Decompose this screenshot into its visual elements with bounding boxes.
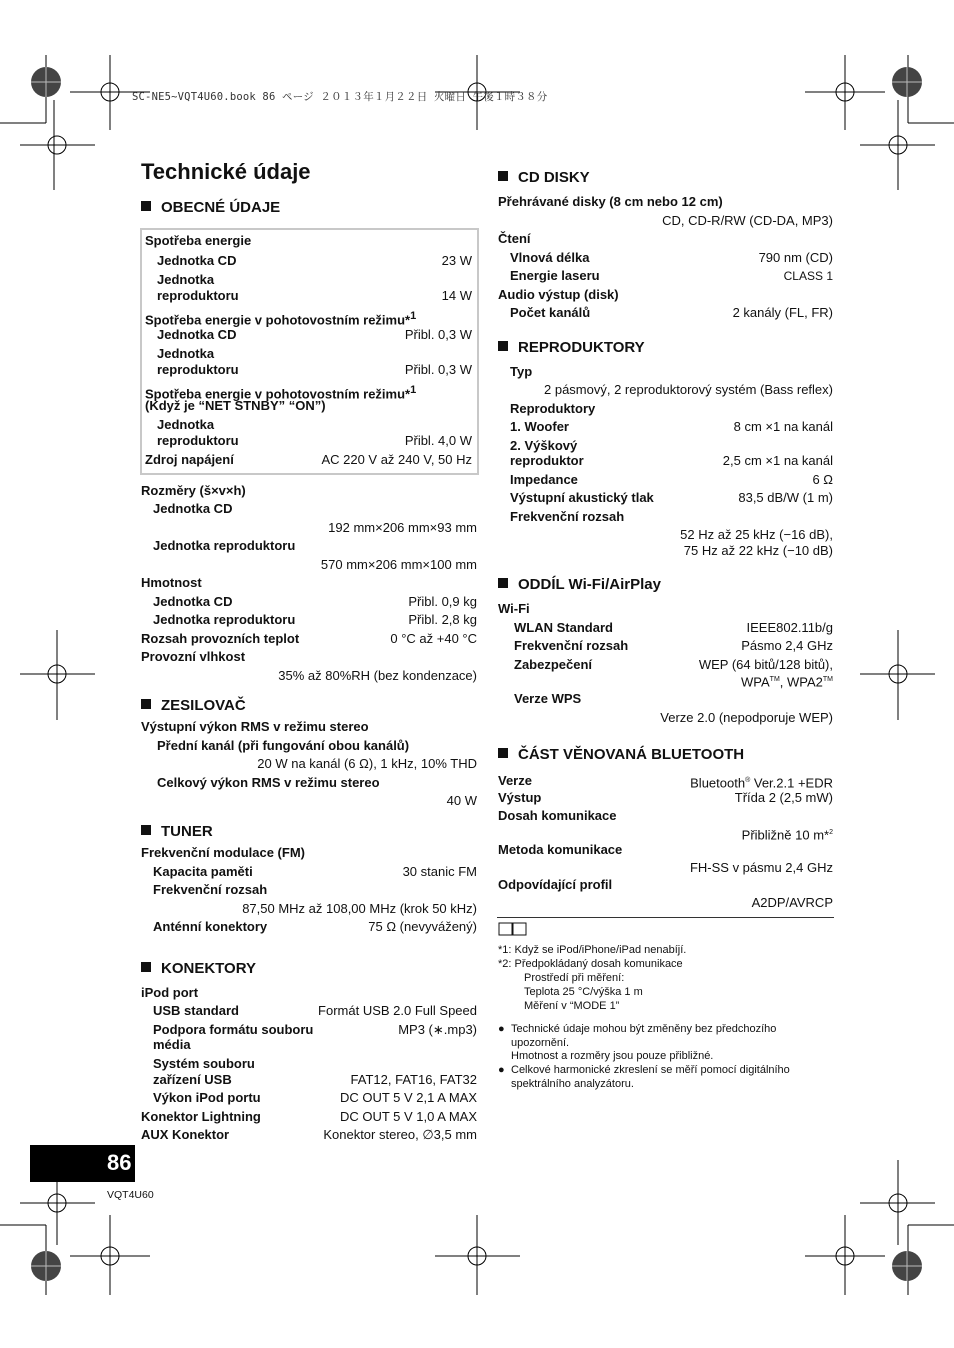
footnote-1: *1: Když se iPod/iPhone/iPad nenabíjí. — [498, 944, 687, 956]
spec-label: Energie laseru — [510, 268, 600, 283]
spec-value: 6 Ω — [812, 472, 833, 487]
bullet-note: spektrálního analyzátoru. — [511, 1078, 634, 1090]
bullet-note: Celkové harmonické zkreslení se měří pomocí digitálního — [511, 1064, 790, 1076]
spec-label: Verze WPS — [514, 691, 582, 706]
document-code: VQT4U60 — [107, 1189, 154, 1201]
spec-value: DC OUT 5 V 2,1 A MAX — [339, 1090, 477, 1105]
section-heading-bluetooth: ČÁST VĚNOVANÁ BLUETOOTH — [498, 746, 744, 763]
spec-label: Spotřeba energie — [145, 233, 252, 248]
spec-label: Metoda komunikace — [498, 842, 623, 857]
spec-value: Třída 2 (2,5 mW) — [734, 790, 833, 805]
spec-value: WEP (64 bitů/128 bitů), — [698, 657, 833, 672]
spec-label: Hmotnost — [141, 575, 202, 590]
spec-label: Jednotka reproduktoru — [153, 612, 296, 627]
bullet-note: Technické údaje mohou být změněny bez předchozího — [511, 1023, 777, 1035]
spec-value: Přibl. 4,0 W — [404, 433, 472, 448]
spec-label: Jednotka CD — [157, 327, 237, 342]
spec-value: 83,5 dB/W (1 m) — [738, 490, 833, 505]
spec-value: 30 stanic FM — [402, 864, 477, 879]
spec-value: Konektor stereo, ∅3,5 mm — [323, 1127, 477, 1142]
spec-value: 2,5 cm ×1 na kanál — [722, 453, 833, 468]
spec-value: IEEE802.11b/g — [746, 620, 833, 635]
spec-value: FH-SS v pásmu 2,4 GHz — [689, 860, 833, 875]
spec-value: Formát USB 2.0 Full Speed — [318, 1003, 477, 1018]
spec-value: Přibl. 0,9 kg — [408, 594, 477, 609]
spec-value: 2 pásmový, 2 reproduktorový systém (Bass reflex) — [544, 382, 833, 397]
spec-label: iPod port — [141, 985, 199, 1000]
section-heading-wifi: ODDÍL Wi-Fi/AirPlay — [498, 576, 661, 593]
spec-label: Jednotka reproduktoru — [153, 538, 296, 553]
spec-label: Frekvenční modulace (FM) — [141, 845, 305, 860]
spec-label: USB standard — [153, 1003, 239, 1018]
spec-value: 87,50 MHz až 108,00 MHz (krok 50 kHz) — [242, 901, 477, 916]
section-heading-obecne: OBECNÉ ÚDAJE — [141, 199, 280, 216]
spec-label: Reproduktory — [510, 401, 596, 416]
spec-label: Zabezpečení — [514, 657, 593, 672]
spec-label: Konektor Lightning — [141, 1109, 261, 1124]
spec-label: Jednotka CD — [153, 594, 233, 609]
memo-book-icon — [498, 922, 528, 936]
spec-value: 790 nm (CD) — [758, 250, 833, 265]
spec-label: zařízení USB — [153, 1072, 232, 1087]
spec-value: DC OUT 5 V 1,0 A MAX — [339, 1109, 477, 1124]
spec-value: Verze 2.0 (nepodporuje WEP) — [660, 710, 833, 725]
spec-label: 2. Výškový — [510, 438, 578, 453]
spec-label: (Když je “NET STNBY” “ON”) — [145, 398, 326, 413]
spec-label: Počet kanálů — [510, 305, 591, 320]
spec-label: Jednotka — [157, 272, 215, 287]
spec-value: 2 kanály (FL, FR) — [732, 305, 833, 320]
spec-label: Přehrávané disky (8 cm nebo 12 cm) — [498, 194, 723, 209]
spec-label: Frekvenční rozsah — [514, 638, 629, 653]
spec-label: 1. Woofer — [510, 419, 569, 434]
spec-label: Frekvenční rozsah — [153, 882, 268, 897]
footnote-2-detail: Teplota 25 °C/výška 1 m — [524, 986, 643, 998]
spec-label: AUX Konektor — [141, 1127, 230, 1142]
spec-label: Zdroj napájení — [145, 452, 234, 467]
bullet-note: upozornění. — [511, 1037, 570, 1049]
spec-label: reproduktor — [510, 453, 584, 468]
spec-label: Výstupní akustický tlak — [510, 490, 654, 505]
spec-label: Jednotka CD — [153, 501, 233, 516]
spec-value: 14 W — [441, 288, 472, 303]
spec-label: Spotřeba energie v pohotovostním režimu*$^1$ — [145, 310, 417, 328]
spec-label: reproduktoru — [157, 362, 239, 377]
spec-label: reproduktoru — [157, 433, 239, 448]
spec-value: 0 °C až +40 °C — [390, 631, 477, 646]
footnote-2-detail: Prostředí při měření: — [524, 972, 625, 984]
square-bullet-icon — [141, 201, 151, 211]
spec-label: Jednotka — [157, 417, 215, 432]
square-bullet-icon — [141, 962, 151, 972]
spec-label: Dosah komunikace — [498, 808, 617, 823]
spec-label: Čtení — [498, 231, 531, 246]
square-bullet-icon — [498, 578, 508, 588]
page-number: 86 — [107, 1150, 132, 1175]
spec-label: Rozsah provozních teplot — [141, 631, 300, 646]
section-heading-konektory: KONEKTORY — [141, 960, 256, 977]
bullet-icon: ● — [498, 1064, 505, 1076]
spec-label: Systém souboru — [153, 1056, 255, 1071]
spec-value: 52 Hz až 25 kHz (−16 dB), — [680, 527, 833, 542]
bullet-icon: ● — [498, 1023, 505, 1035]
spec-value: CLASS 1 — [783, 269, 833, 283]
spec-label: Rozměry (š×v×h) — [141, 483, 246, 498]
spec-value: FAT12, FAT16, FAT32 — [350, 1072, 477, 1087]
spec-value: Přibl. 0,3 W — [404, 327, 472, 342]
spec-label: Odpovídající profil — [498, 877, 613, 892]
spec-value: 8 cm ×1 na kanál — [733, 419, 833, 434]
spec-label: Provozní vlhkost — [141, 649, 246, 664]
page-title: Technické údaje — [141, 159, 311, 184]
spec-value: 40 W — [446, 793, 477, 808]
spec-label: Frekvenční rozsah — [510, 509, 625, 524]
notes-divider — [497, 917, 834, 918]
spec-label: Audio výstup (disk) — [498, 287, 619, 302]
spec-value: CD, CD-R/RW (CD-DA, MP3) — [662, 213, 833, 228]
footnote-2: *2: Předpokládaný dosah komunikace — [498, 958, 683, 970]
spec-label: Verze — [498, 773, 532, 788]
spec-value: Pásmo 2,4 GHz — [741, 638, 833, 653]
spec-label: Vlnová délka — [510, 250, 590, 265]
spec-label: Kapacita paměti — [153, 864, 253, 879]
spec-value: MP3 (∗.mp3) — [398, 1022, 477, 1037]
section-heading-cd: CD DISKY — [498, 169, 590, 186]
spec-value: AC 220 V až 240 V, 50 Hz — [321, 452, 472, 467]
spec-value: WPA™, WPA2™ — [741, 674, 833, 690]
spec-label: média — [153, 1037, 191, 1052]
spec-value: Přibl. 0,3 W — [404, 362, 472, 377]
spec-label: WLAN Standard — [514, 620, 613, 635]
print-header: SC-NE5~VQT4U60.book 86 ページ ２０１３年１月２２日 火曜日 午後１時３８分 — [132, 91, 548, 103]
spec-label: Anténní konektory — [153, 919, 268, 934]
spec-label: Jednotka — [157, 346, 215, 361]
square-bullet-icon — [141, 825, 151, 835]
spec-value: 75 Hz až 22 kHz (−10 dB) — [683, 543, 833, 558]
spec-value: Přibl. 2,8 kg — [408, 612, 477, 627]
spec-value: Přibližně 10 m*$^2$ — [741, 827, 833, 843]
spec-value: 35% až 80%RH (bez kondenzace) — [278, 668, 477, 683]
spec-value: 23 W — [441, 253, 472, 268]
section-heading-tuner: TUNER — [141, 823, 213, 840]
bullet-note: Hmotnost a rozměry jsou pouze přibližné. — [511, 1050, 714, 1062]
spec-value: 20 W na kanál (6 Ω), 1 kHz, 10% THD — [257, 756, 477, 771]
spec-label: Výkon iPod portu — [153, 1090, 261, 1105]
square-bullet-icon — [498, 341, 508, 351]
spec-label: Přední kanál (při fungování obou kanálů) — [157, 738, 410, 753]
spec-value: A2DP/AVRCP — [751, 895, 833, 910]
spec-value: 192 mm×206 mm×93 mm — [328, 520, 477, 535]
spec-label: Impedance — [510, 472, 578, 487]
square-bullet-icon — [141, 699, 151, 709]
spec-label: Jednotka CD — [157, 253, 237, 268]
spec-value: 570 mm×206 mm×100 mm — [320, 557, 477, 572]
spec-label: Výstup — [498, 790, 542, 805]
spec-value: 75 Ω (nevyvážený) — [368, 919, 477, 934]
section-heading-zesilovac: ZESILOVAČ — [141, 697, 246, 714]
footnote-2-detail: Měření v “MODE 1” — [524, 1000, 620, 1012]
spec-label: Spotřeba energie v pohotovostním režimu*$^1$ — [145, 384, 417, 402]
spec-label: Celkový výkon RMS v režimu stereo — [157, 775, 380, 790]
square-bullet-icon — [498, 171, 508, 181]
square-bullet-icon — [498, 748, 508, 758]
spec-label: Wi-Fi — [498, 601, 530, 616]
spec-value: Bluetooth® Ver.2.1 +EDR — [690, 775, 833, 791]
spec-label: reproduktoru — [157, 288, 239, 303]
section-heading-reproduktory: REPRODUKTORY — [498, 339, 645, 356]
spec-label: Typ — [510, 364, 533, 379]
spec-label: Podpora formátu souboru — [153, 1022, 314, 1037]
spec-label: Výstupní výkon RMS v režimu stereo — [141, 719, 369, 734]
